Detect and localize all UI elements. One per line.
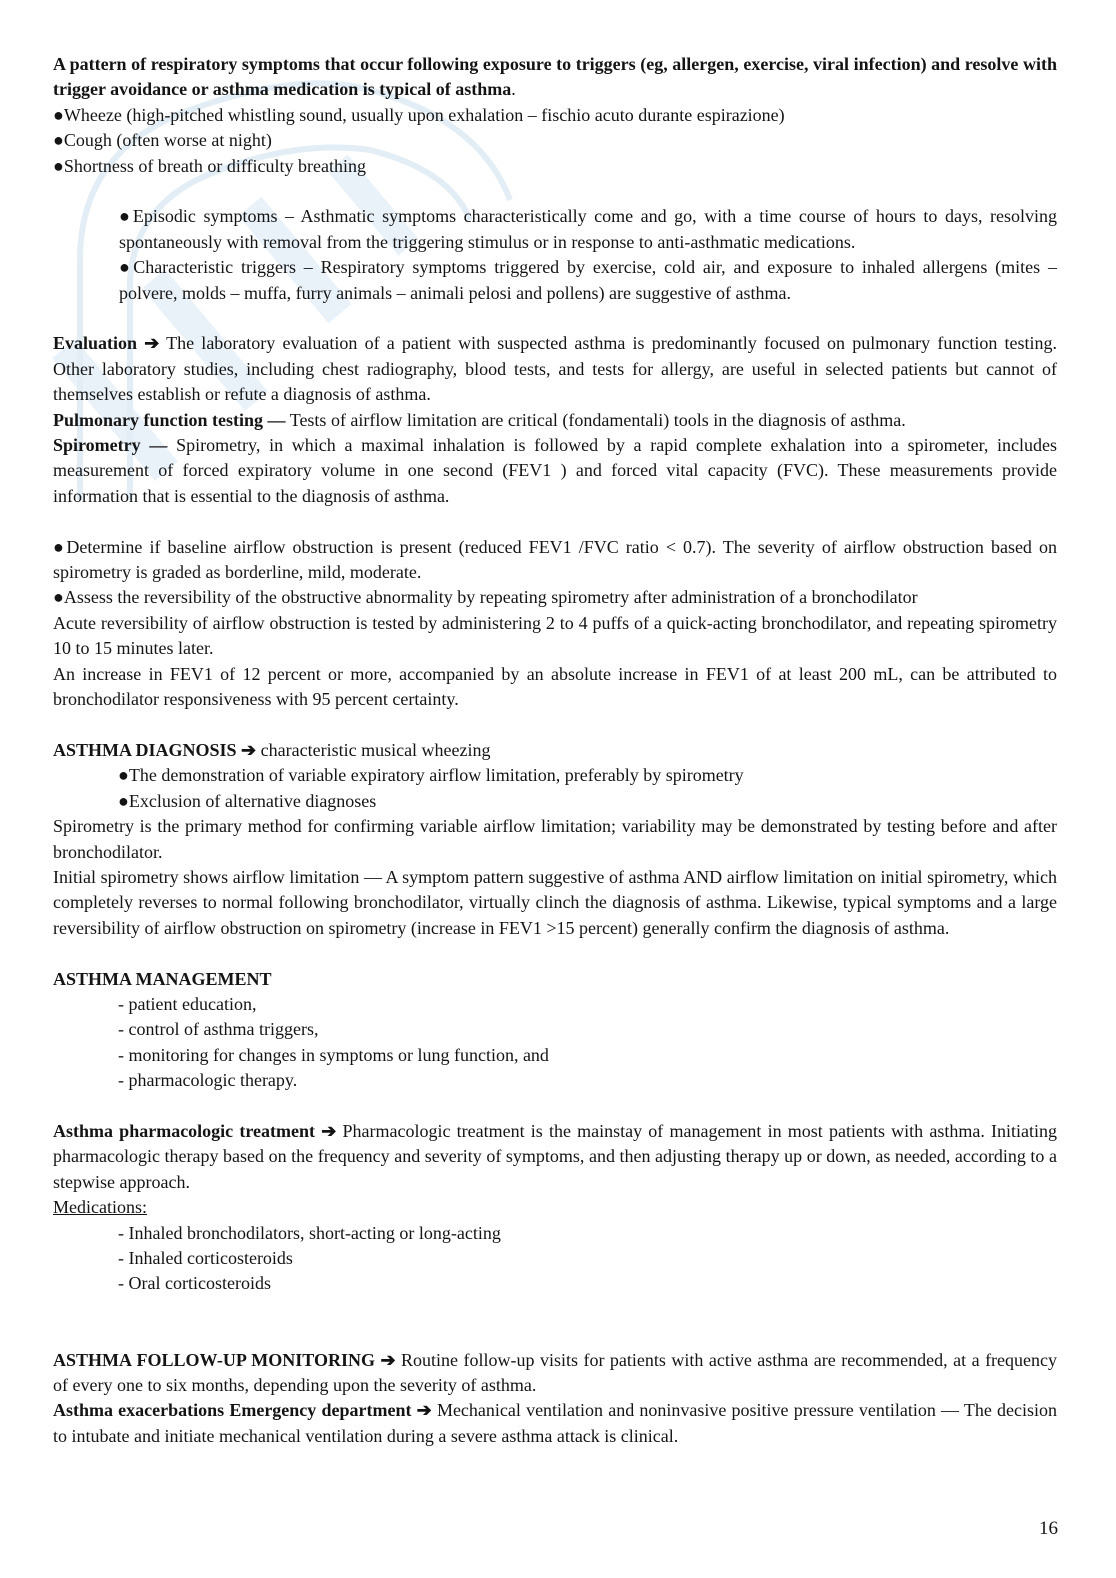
arrow-icon: ➔ (321, 1120, 337, 1141)
document-body (53, 52, 1057, 1449)
diagnosis-heading-line: ASTHMA DIAGNOSIS ➔ characteristic musical wheezing (53, 739, 491, 760)
indented-note-episodic: ●Episodic symptoms – Asthmatic symptoms characteristically come and go, with a time course of hours to days, resolving spontaneously with removal from the triggering stimulus or in response to anti-asthmatic medications. (119, 206, 1057, 252)
spirometry-label: Spirometry — (53, 435, 168, 456)
management-item: - control of asthma triggers, (118, 1019, 319, 1040)
symptom-bullet: ●Wheeze (high-pitched whistling sound, usually upon exhalation – fischio acuto durante espirazione) (53, 104, 785, 125)
pharma-paragraph: Asthma pharmacologic treatment ➔ Pharmacologic treatment is the mainstay of management in most patients with asthma. Initiating pharmacologic therapy based on the frequency and severity of symptoms, and then adjusting therapy up or down, as needed, according to a stepwise approach. (53, 1120, 1058, 1192)
symptom-bullet: ●Shortness of breath or difficulty breathing (53, 155, 366, 176)
spirometry-point: ●Determine if baseline airflow obstruction is present (reduced FEV1 /FVC ratio < 0.7). The severity of airflow obstruction based on spirometry is graded as borderline, mild, moderate. (53, 536, 1057, 583)
spirometry-point: ●Assess the reversibility of the obstructive abnormality by repeating spirometry after administration of a bronchodilator (53, 587, 918, 608)
symptom-bullet: ●Cough (often worse at night) (53, 130, 272, 151)
arrow-icon: ➔ (144, 333, 160, 354)
spirometry-point: Acute reversibility of airflow obstruction is tested by administering 2 to 4 puffs of a quick-acting bronchodilator, and repeating spirometry 10 to 15 minutes later. (53, 612, 1057, 659)
medication-item: - Inhaled corticosteroids (118, 1248, 293, 1268)
medication-item: - Oral corticosteroids (118, 1273, 271, 1294)
followup-paragraph: ASTHMA FOLLOW-UP MONITORING ➔ Routine follow-up visits for patients with active asthma are recommended, at a frequency of every one to six months, depending upon the severity of asthma. (53, 1349, 1058, 1395)
pft-paragraph: Pulmonary function testing — Tests of airflow limitation are critical (fondamentali) tools in the diagnosis of asthma. (53, 409, 906, 430)
followup-label: ASTHMA FOLLOW-UP MONITORING (53, 1349, 375, 1370)
management-item: - patient education, (118, 993, 257, 1014)
exacerbations-label: Asthma exacerbations Emergency department (53, 1400, 412, 1421)
management-heading: ASTHMA MANAGEMENT (53, 968, 272, 989)
indented-note-triggers: ●Characteristic triggers – Respiratory symptoms triggered by exercise, cold air, and exposure to inhaled allergens (mites – polvere, molds – muffa, furry animals – animali pelosi and pollens) are suggestive of asthma. (119, 257, 1057, 303)
spirometry-point: An increase in FEV1 of 12 percent or more, accompanied by an absolute increase in FEV1 of at least 200 mL, can be attributed to bronchodilator responsiveness with 95 percent certainty. (53, 663, 1057, 710)
medications-label: Medications: (53, 1197, 147, 1218)
evaluation-label: Evaluation (53, 333, 138, 354)
spirometry-paragraph: Spirometry — Spirometry, in which a maximal inhalation is followed by a rapid complete exhalation into a spirometer, includes measurement of forced expiratory volume in one second (FEV1 ) and forced vital capacity (FVC). These measurements provide information that is essential to the diagnosis of asthma. (53, 435, 1058, 506)
arrow-icon: ➔ (241, 739, 257, 760)
arrow-icon: ➔ (380, 1349, 396, 1370)
intro-bold-lead: A pattern of respiratory symptoms that occur following exposure to triggers (eg, allergen, exercise, viral infection) and resolve with trigger avoidance or asthma medication is typical of asthma (53, 54, 1057, 100)
diagnosis-paragraph: Initial spirometry shows airflow limitation — A symptom pattern suggestive of asthma AND airflow limitation on initial spirometry, which completely reverses to normal following bronchodilator, virtually clinch the diagnosis of asthma. Likewise, typical symptoms and a large reversibility of airflow obstruction on spirometry (increase in FEV1 >15 percent) generally confirm the diagnosis of asthma. (53, 866, 1057, 938)
page-number: 16 (1039, 1518, 1058, 1539)
diagnosis-bullet: ●Exclusion of alternative diagnoses (118, 790, 377, 811)
arrow-icon: ➔ (416, 1400, 432, 1421)
intro-paragraph: A pattern of respiratory symptoms that occur following exposure to triggers (eg, allergen, exercise, viral infection) and resolve with trigger avoidance or asthma medication is typical of asthma. (53, 54, 1057, 100)
exacerbations-paragraph: Asthma exacerbations Emergency department ➔ Mechanical ventilation and noninvasive positive pressure ventilation — The decision to intubate and initiate mechanical ventilation during a severe asthma attack is clinical. (53, 1400, 1058, 1446)
management-item: - monitoring for changes in symptoms or lung function, and (118, 1044, 549, 1065)
pft-label: Pulmonary function testing — (53, 409, 286, 430)
diagnosis-paragraph: Spirometry is the primary method for confirming variable airflow limitation; variability may be demonstrated by testing before and after bronchodilator. (53, 816, 1057, 862)
management-item: - pharmacologic therapy. (118, 1070, 298, 1091)
pharma-label: Asthma pharmacologic treatment (53, 1120, 315, 1141)
diagnosis-heading: ASTHMA DIAGNOSIS (53, 739, 237, 760)
diagnosis-bullet: ●The demonstration of variable expiratory airflow limitation, preferably by spirometry (118, 765, 744, 786)
medication-item: - Inhaled bronchodilators, short-acting or long-acting (118, 1222, 501, 1243)
evaluation-paragraph: Evaluation ➔ The laboratory evaluation of a patient with suspected asthma is predominantly focused on pulmonary function testing. Other laboratory studies, including chest radiography, blood tests, and tests for allergy, are useful in selected patients but cannot of themselves establish or refute a diagnosis of asthma. (53, 333, 1058, 405)
